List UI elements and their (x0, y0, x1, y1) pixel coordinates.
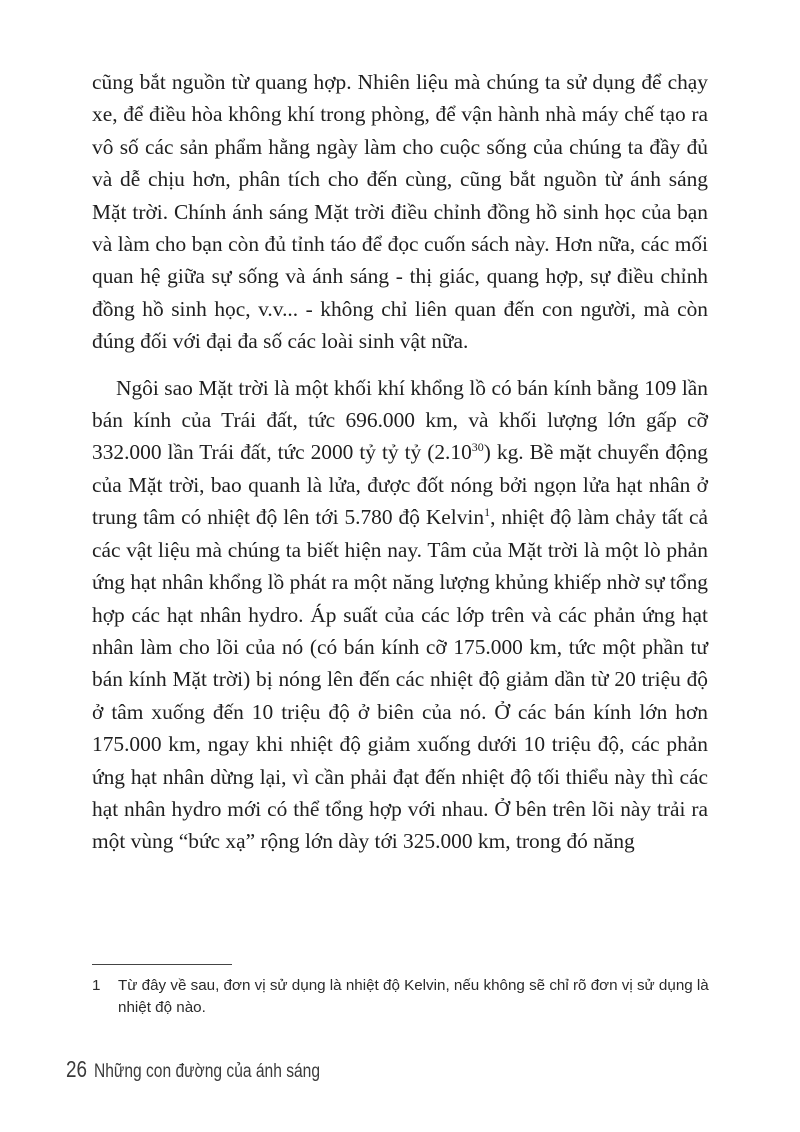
page-footer (66, 1056, 370, 1083)
paragraph-2 (92, 372, 708, 858)
exponent: 30 (471, 440, 484, 455)
paragraph-2-text-2: ) kg. Bề mặt chuyển động của Mặt trời, bao quanh là lửa, được đốt nóng bởi ngọn lửa hạt nhân ở trung tâm có nhiệt độ lên tới 5.780 độ Kelvin (92, 440, 708, 530)
footnote-number: 1 (92, 977, 101, 994)
footnote-reference[interactable]: 1 (484, 505, 491, 520)
footnote (92, 975, 710, 1019)
running-title: Những con đường của ánh sáng (94, 1061, 320, 1082)
page-number: 26 (66, 1056, 87, 1082)
paragraph-2-text-1: Ngôi sao Mặt trời là một khối khí khổng lồ có bán kính bằng 109 lần bán kính của Trái đất, tức 696.000 km, và khối lượng lớn gấp cỡ 332.000 lần Trái đất, tức 2000 tỷ tỷ tỷ (2.10 (92, 375, 708, 465)
footnote-text: Từ đây về sau, đơn vị sử dụng là nhiệt độ Kelvin, nếu không sẽ chỉ rõ đơn vị sử dụng là nhiệt độ nào. (118, 977, 709, 1016)
body-text (92, 66, 708, 858)
paragraph-2-text-3: , nhiệt độ làm chảy tất cả các vật liệu mà chúng ta biết hiện nay. Tâm của Mặt trời là một lò phản ứng hạt nhân khổng lồ phát ra một năng lượng khủng khiếp nhờ sự tổng hợp các hạt nhân hydro. Áp suất của các lớp trên và các phản ứng hạt nhân làm cho lõi của nó (có bán kính cỡ 175.000 km, tức một phần tư bán kính Mặt trời) bị nóng lên đến các nhiệt độ giảm dần từ 20 triệu độ ở tâm xuống đến 10 triệu độ ở biên của nó. Ở các bán kính lớn hơn 175.000 km, ngay khi nhiệt độ giảm xuống dưới 10 triệu độ, các phản ứng hạt nhân dừng lại, vì cần phải đạt đến nhiệt độ tối thiểu này thì các hạt nhân hydro mới có thể tổng hợp với nhau. Ở bên trên lõi này trải ra một vùng “bức xạ” rộng lớn dày tới 325.000 km, trong đó năng (92, 505, 708, 854)
paragraph-1: cũng bắt nguồn từ quang hợp. Nhiên liệu mà chúng ta sử dụng để chạy xe, để điều hòa không khí trong phòng, để vận hành nhà máy chế tạo ra vô số các sản phẩm hằng ngày làm cho cuộc sống của chúng ta đầy đủ và dễ chịu hơn, phân tích cho đến cùng, cũng bắt nguồn từ ánh sáng Mặt trời. Chính ánh sáng Mặt trời điều chỉnh đồng hồ sinh học của bạn và làm cho bạn còn đủ tỉnh táo để đọc cuốn sách này. Hơn nữa, các mối quan hệ giữa sự sống và ánh sáng - thị giác, quang hợp, sự điều chỉnh đồng hồ sinh học, v.v... - không chỉ liên quan đến con người, mà còn đúng đối với đại đa số các loài sinh vật nữa. (92, 70, 708, 354)
footnote-divider (92, 964, 232, 965)
